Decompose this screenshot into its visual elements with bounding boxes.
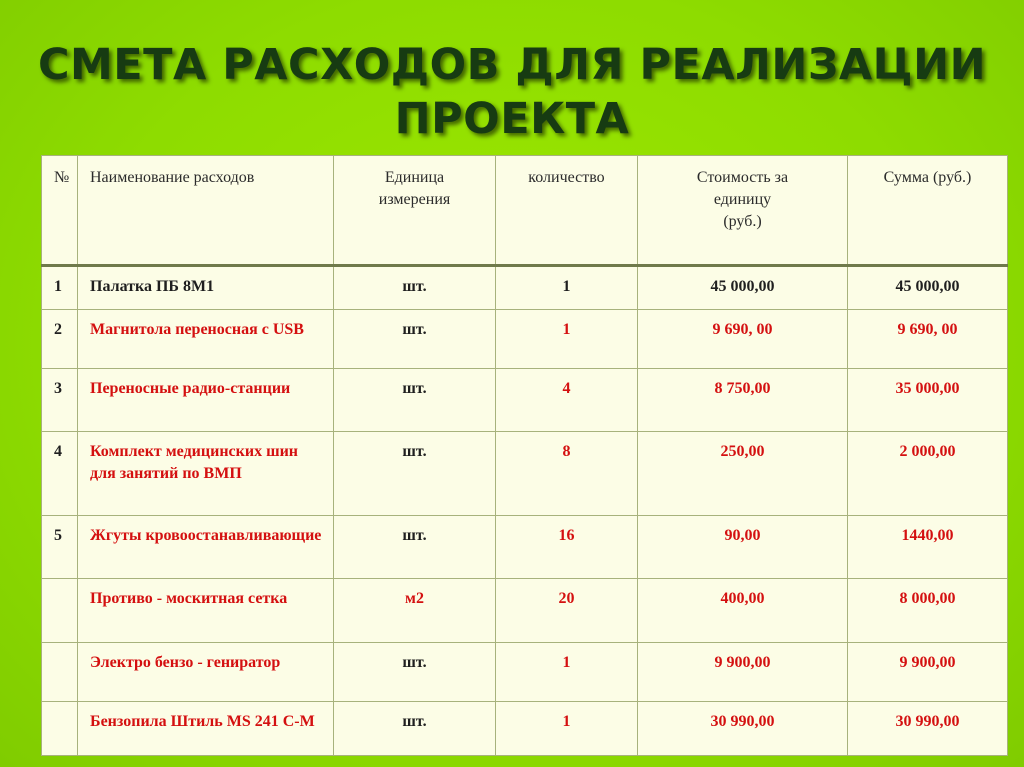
cell-name: Противо - москитная сетка — [78, 579, 334, 642]
page-title — [0, 38, 1024, 146]
table-row — [42, 579, 1008, 642]
cell-num: 4 — [42, 431, 78, 515]
cell-unit: шт. — [334, 516, 496, 579]
cell-num — [42, 701, 78, 755]
header-qty: количество — [496, 156, 638, 266]
cell-price: 250,00 — [638, 431, 848, 515]
cell-qty: 4 — [496, 369, 638, 431]
table-row — [42, 516, 1008, 579]
cell-sum: 1440,00 — [848, 516, 1008, 579]
title-line-2: ПРОЕКТА — [394, 94, 630, 144]
cell-num: 2 — [42, 310, 78, 369]
cell-unit: шт. — [334, 431, 496, 515]
cell-name: Жгуты кровоостанавливающие — [78, 516, 334, 579]
cell-num — [42, 642, 78, 701]
cell-price: 45 000,00 — [638, 266, 848, 310]
cell-unit: м2 — [334, 579, 496, 642]
header-sum: Сумма (руб.) — [848, 156, 1008, 266]
cell-qty: 1 — [496, 701, 638, 755]
cell-unit: шт. — [334, 642, 496, 701]
header-unit-line1: Единица — [384, 169, 445, 186]
cell-name: Комплект медицинских шин для занятий по ВМП — [78, 431, 334, 515]
cell-sum: 2 000,00 — [848, 431, 1008, 515]
cell-unit: шт. — [334, 310, 496, 369]
header-price-line1: Стоимость за — [696, 169, 789, 186]
header-price-line2: единицу — [713, 191, 772, 208]
budget-table-container — [41, 155, 1007, 756]
cell-sum: 35 000,00 — [848, 369, 1008, 431]
header-unit — [334, 156, 496, 266]
cell-sum: 9 900,00 — [848, 642, 1008, 701]
cell-sum: 45 000,00 — [848, 266, 1008, 310]
cell-qty: 8 — [496, 431, 638, 515]
cell-price: 400,00 — [638, 579, 848, 642]
cell-price: 30 990,00 — [638, 701, 848, 755]
cell-unit: шт. — [334, 266, 496, 310]
cell-num: 3 — [42, 369, 78, 431]
header-unit-line2: измерения — [378, 191, 451, 208]
cell-num: 5 — [42, 516, 78, 579]
cell-qty: 1 — [496, 642, 638, 701]
cell-qty: 1 — [496, 266, 638, 310]
table-row — [42, 369, 1008, 431]
table-header-row — [42, 156, 1008, 266]
budget-table — [41, 155, 1008, 756]
cell-name: Переносные радио-станции — [78, 369, 334, 431]
table-row — [42, 701, 1008, 755]
cell-qty: 20 — [496, 579, 638, 642]
cell-num — [42, 579, 78, 642]
cell-unit: шт. — [334, 701, 496, 755]
header-price-line3: (руб.) — [723, 213, 762, 230]
cell-name: Бензопила Штиль MS 241 C-M — [78, 701, 334, 755]
cell-price: 8 750,00 — [638, 369, 848, 431]
cell-name: Магнитола переносная с USB — [78, 310, 334, 369]
header-num: № — [42, 156, 78, 266]
cell-unit: шт. — [334, 369, 496, 431]
table-row — [42, 431, 1008, 515]
cell-price: 9 900,00 — [638, 642, 848, 701]
header-price — [638, 156, 848, 266]
cell-sum: 30 990,00 — [848, 701, 1008, 755]
cell-price: 9 690, 00 — [638, 310, 848, 369]
table-row — [42, 642, 1008, 701]
table-row — [42, 310, 1008, 369]
cell-name: Электро бензо - гениратор — [78, 642, 334, 701]
title-line-1: СМЕТА РАСХОДОВ ДЛЯ РЕАЛИЗАЦИИ — [37, 40, 987, 90]
cell-qty: 1 — [496, 310, 638, 369]
cell-sum: 8 000,00 — [848, 579, 1008, 642]
header-name: Наименование расходов — [78, 156, 334, 266]
cell-name: Палатка ПБ 8М1 — [78, 266, 334, 310]
cell-price: 90,00 — [638, 516, 848, 579]
cell-sum: 9 690, 00 — [848, 310, 1008, 369]
cell-qty: 16 — [496, 516, 638, 579]
cell-num: 1 — [42, 266, 78, 310]
table-row — [42, 266, 1008, 310]
